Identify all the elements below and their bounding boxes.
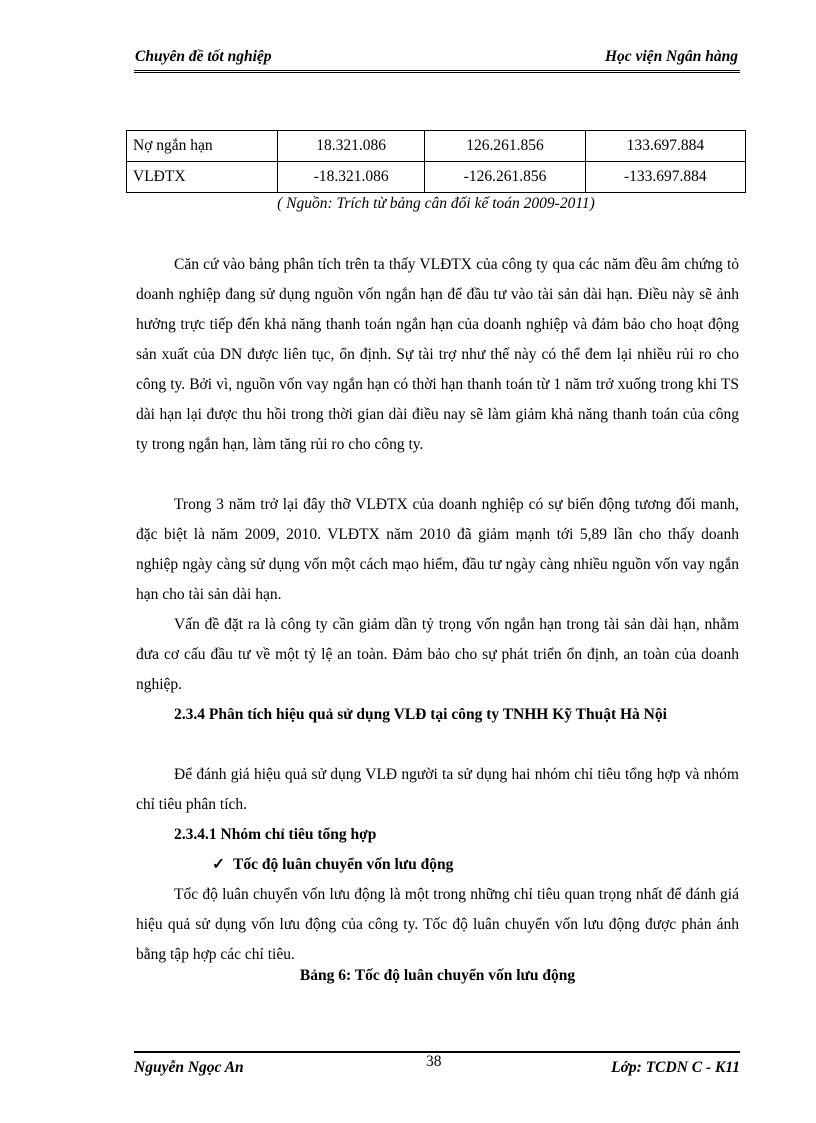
table-cell: 133.697.884: [585, 131, 745, 162]
header-right-title: Học viện Ngân hàng: [604, 48, 738, 65]
table-cell-label: Nợ ngắn hạn: [127, 131, 278, 162]
table-cell: 126.261.856: [425, 131, 585, 162]
table-6-title: Bảng 6: Tốc độ luân chuyển vốn lưu động: [299, 967, 576, 984]
table-row: [127, 131, 746, 162]
checkmark-heading-text: Tốc độ luân chuyển vốn lưu động: [233, 856, 454, 873]
paragraph-turnover: Tốc độ luân chuyển vốn lưu động là một trong những chỉ tiêu quan trọng nhất để đánh giá hiệu quả sử dụng vốn lưu động của công ty. Tốc độ luân chuyển vốn lưu động được phản ánh bằng tập hợp các chỉ tiêu.: [136, 886, 739, 963]
table-source-note: ( Nguồn: Trích từ bảng cân đối kế toán 2009-2011): [277, 195, 595, 212]
author-name: Nguyễn Ngọc An: [134, 1059, 244, 1076]
page-header: [134, 48, 740, 73]
page-footer: [134, 1051, 740, 1077]
table-cell: -126.261.856: [425, 162, 585, 193]
page-number: 38: [426, 1053, 442, 1070]
table-cell: 18.321.086: [278, 131, 425, 162]
section-heading-2-3-4-1: 2.3.4.1 Nhóm chỉ tiêu tổng hợp: [174, 826, 377, 843]
checkmark-icon: ✓: [212, 856, 225, 873]
paragraph-indicator-groups: Để đánh giá hiệu quả sử dụng VLĐ người ta sử dụng hai nhóm chỉ tiêu tổng hợp và nhóm chỉ tiêu phân tích.: [136, 766, 739, 813]
class-label: Lớp: TCDN C - K11: [611, 1059, 740, 1076]
table-cell: -18.321.086: [278, 162, 425, 193]
table-row: [127, 162, 746, 193]
table-cell: -133.697.884: [585, 162, 745, 193]
paragraph-trend: Trong 3 năm trở lại đây thỡ VLĐTX của doanh nghiệp có sự biến động tương đối manh, đặc biệt là năm 2009, 2010. VLĐTX năm 2010 đã giảm mạnh tới 5,89 lần cho thấy doanh nghiệp ngày càng sử dụng vốn một cách mạo hiểm, đầu tư ngày càng nhiều nguồn vốn vay ngắn hạn cho tài sản dài hạn.: [136, 496, 739, 603]
table-cell-label: VLĐTX: [127, 162, 278, 193]
section-heading-2-3-4: 2.3.4 Phân tích hiệu quả sử dụng VLĐ tại công ty TNHH Kỹ Thuật Hà Nội: [174, 706, 667, 723]
checkmark-heading: [136, 850, 739, 880]
header-left-title: Chuyên đề tốt nghiệp: [135, 48, 272, 65]
debt-table: [126, 130, 746, 193]
paragraph-analysis: Căn cứ vào bảng phân tích trên ta thấy VLĐTX của công ty qua các năm đều âm chứng tỏ doanh nghiệp đang sử dụng nguồn vốn ngắn hạn để đầu tư vào tài sản dài hạn. Điều này sẽ ảnh hưởng trực tiếp đến khả năng thanh toán ngắn hạn của doanh nghiệp và đảm bảo cho hoạt động sản xuất của DN được liên tục, ổn định. Sự tài trợ như thế này có thể đem lại nhiều rủi ro cho công ty. Bởi vì, nguồn vốn vay ngắn hạn có thời hạn thanh toán từ 1 năm trở xuống trong khi TS dài hạn lại được thu hồi trong thời gian dài điều nay sẽ làm giảm khả năng thanh toán của công ty trong ngắn hạn, làm tăng rủi ro cho công ty.: [136, 256, 739, 453]
paragraph-recommendation: Vấn đề đặt ra là công ty cần giảm dần tỷ trọng vốn ngắn hạn trong tài sản dài hạn, nhằm đưa cơ cấu đầu tư về một tỷ lệ an toàn. Đảm bảo cho sự phát triển ổn định, an toàn của doanh nghiệp.: [136, 616, 739, 693]
